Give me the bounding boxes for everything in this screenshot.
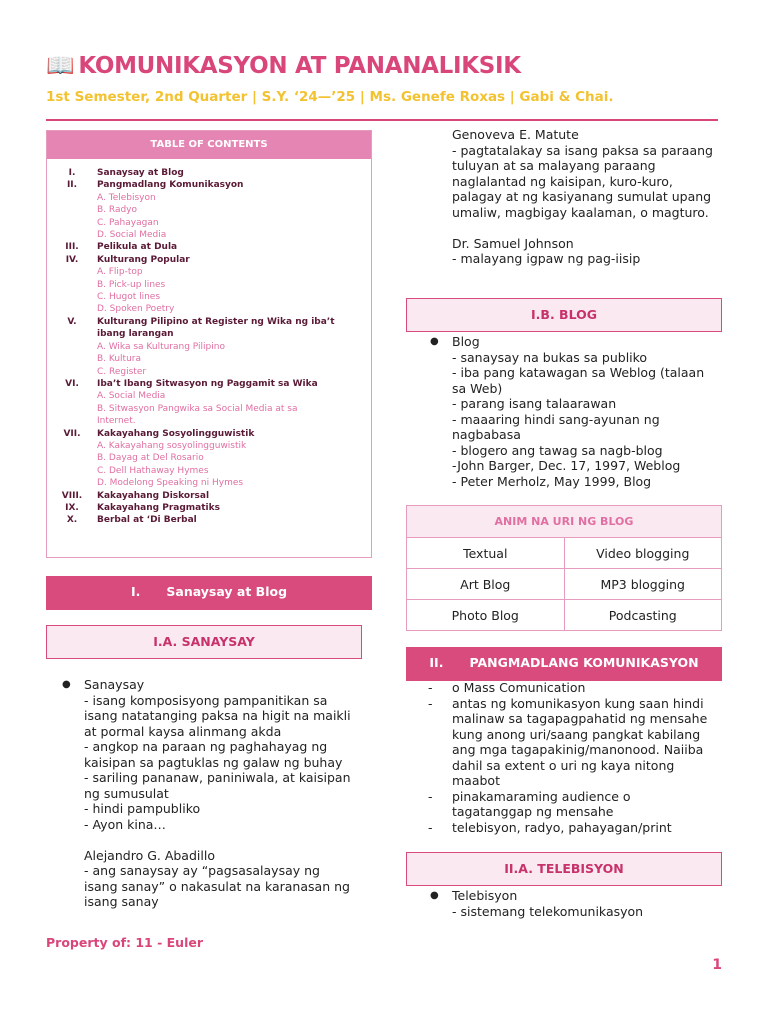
page-subtitle: 1st Semester, 2nd Quarter | S.Y. ‘24—’25 | Ms. Genefe Roxas | Gabi & Chai.	[46, 89, 614, 105]
toc-entry	[47, 167, 371, 179]
toc-item	[47, 266, 371, 278]
toc-label: Kakayahang Diskorsal	[97, 490, 210, 501]
toc-item	[47, 403, 371, 428]
toc-subitem: A. Wika sa Kulturang Pilipino	[97, 341, 225, 352]
text-line: kaisipan sa pagtuklas ng galaw ng buhay	[84, 754, 343, 770]
toc-entry	[47, 241, 371, 253]
toc-item	[47, 490, 371, 502]
text-line	[452, 220, 732, 236]
toc-entry	[47, 502, 371, 514]
telebisyon-lines	[430, 888, 730, 919]
header-divider	[46, 119, 718, 121]
toc-entry	[47, 316, 371, 341]
text-line	[84, 832, 372, 848]
toc-label: Pangmadlang Komunikasyon	[97, 180, 244, 191]
section-title: Sanaysay at Blog	[166, 584, 288, 599]
toc-number: IV.	[65, 254, 79, 265]
toc-item	[47, 179, 371, 191]
table-cell: Photo Blog	[407, 600, 565, 631]
toc-entry	[47, 514, 371, 526]
toc-item	[47, 465, 371, 477]
list-item	[428, 680, 728, 696]
text-line: - sistemang telekomunikasyon	[452, 903, 644, 919]
list-item-text	[452, 696, 707, 789]
toc-label: Iba’t Ibang Sitwasyon ng Paggamit sa Wika	[97, 378, 318, 389]
text-line: - sariling pananaw, paniniwala, at kaisipan	[84, 770, 351, 785]
text-line: palagay at ng kasiyanang sumulat upang	[452, 189, 712, 204]
page-title	[46, 52, 521, 79]
text-line: - blogero ang tawag sa nagb-blog	[452, 442, 663, 458]
table-cell: Podcasting	[564, 600, 722, 631]
text-line: at pormal kaysa alinmang akda	[84, 723, 282, 739]
toc-subitem: D. Spoken Poetry	[97, 304, 175, 315]
text-line: - maaaring hindi sang-ayunan ng	[452, 411, 660, 427]
toc-item	[47, 167, 371, 179]
toc-subitem: A. Telebisyon	[97, 192, 156, 203]
text-line: dahil sa extent o uri ng kaya nitong	[452, 757, 675, 773]
text-line: Telebisyon	[452, 888, 518, 903]
toc-subitem: C. Dell Hathaway Hymes	[97, 465, 209, 476]
toc-item	[47, 366, 371, 378]
text-line: tagatanggap ng mensahe	[452, 804, 614, 819]
pangmadla-list	[428, 680, 728, 835]
toc-subitem: C. Register	[97, 366, 147, 377]
table-header-row	[407, 506, 722, 538]
text-line: ang mga tagapakinig/manonood. Naiiba	[452, 742, 704, 757]
title-text: KOMUNIKASYON AT PANANALIKSIK	[78, 53, 521, 79]
toc-item	[47, 254, 371, 266]
sanaysay-content	[62, 677, 372, 910]
toc-entry	[47, 179, 371, 191]
text-line: Alejandro G. Abadillo	[84, 847, 215, 863]
toc-number: VI.	[65, 378, 79, 389]
toc-number: VII.	[63, 428, 81, 439]
text-line: Genoveva E. Matute	[452, 127, 579, 142]
toc-subitem: B. Radyo	[97, 205, 138, 216]
toc-heading: TABLE OF CONTENTS	[47, 131, 371, 159]
toc-list	[47, 159, 371, 527]
telebisyon-content	[430, 888, 730, 919]
toc-subitem: B. Pick-up lines	[97, 279, 166, 290]
text-line: sa Web)	[452, 380, 503, 396]
page-number: 1	[712, 957, 722, 973]
toc-label: Sanaysay at Blog	[97, 168, 184, 178]
text-line: - ang sanaysay ay “pagsasalaysay ng	[84, 863, 320, 878]
table-heading: ANIM NA URI NG BLOG	[407, 506, 722, 538]
text-line: kung anong uri/saang pangkat kabilang	[452, 726, 701, 742]
toc-item	[47, 316, 371, 341]
toc-subitem: A. Kakayahang sosyolingguwistik	[97, 440, 247, 451]
section-heading-sanaysay-at-blog	[46, 576, 372, 610]
text-line: malinaw sa tagapagpahatid ng mensahe	[452, 711, 708, 726]
toc-subitem: B. Sitwasyon Pangwika sa Social Media at sa Internet.	[97, 403, 298, 427]
toc-number: I.	[68, 168, 76, 178]
text-line: - iba pang katawagan sa Weblog (talaan	[452, 365, 705, 380]
toc-label: Berbal at ‘Di Berbal	[97, 515, 197, 526]
toc-item	[47, 341, 371, 353]
bullet-icon: ●	[430, 336, 439, 347]
text-line: - parang isang talaarawan	[452, 396, 617, 411]
toc-subitem: D. Social Media	[97, 230, 167, 241]
text-line: tuluyan at sa malayang paraang	[452, 158, 656, 173]
toc-number: X.	[66, 515, 78, 526]
text-line: pinakamaraming audience o	[452, 788, 631, 804]
list-item	[428, 696, 728, 789]
text-line: o Mass Comunication	[452, 680, 586, 695]
blog-lines	[430, 334, 730, 489]
toc-subitem: C. Hugot lines	[97, 292, 161, 303]
toc-item	[47, 477, 371, 489]
toc-subitem: A. Social Media	[97, 391, 166, 402]
toc-item	[47, 192, 371, 204]
text-line: isang sanay	[84, 894, 159, 909]
table-cell: Art Blog	[407, 569, 565, 600]
section-title: PANGMADLANG KOMUNIKASYON	[469, 655, 699, 670]
text-line: - Peter Merholz, May 1999, Blog	[452, 473, 652, 489]
dash-marker: -	[428, 819, 433, 835]
toc-item	[47, 217, 371, 229]
blog-types-table	[406, 505, 722, 631]
toc-item	[47, 303, 371, 315]
subsection-heading-blog: I.B. BLOG	[406, 298, 722, 332]
text-line: - malayang igpaw ng pag-iisip	[452, 251, 641, 266]
toc-item	[47, 378, 371, 390]
table-cell: MP3 blogging	[564, 569, 722, 600]
table-cell: Video blogging	[564, 538, 722, 569]
toc-subitem: B. Kultura	[97, 354, 142, 365]
bullet-icon: ●	[430, 890, 439, 901]
definition-lines	[452, 127, 732, 267]
list-item-text	[452, 680, 585, 696]
toc-subitem: B. Dayag at Del Rosario	[97, 453, 204, 464]
toc-label: Kakayahang Sosyolingguwistik	[97, 428, 255, 439]
text-line: - isang komposisyong pampanitikan sa	[84, 692, 328, 708]
text-line: telebisyon, radyo, pahayagan/print	[452, 819, 672, 835]
dash-marker: -	[428, 695, 433, 711]
toc-number: V.	[67, 316, 77, 327]
pangmadla-content	[428, 680, 728, 835]
text-line: -John Barger, Dec. 17, 1997, Weblog	[452, 458, 681, 473]
toc-label: Kulturang Popular	[97, 254, 190, 265]
toc-item	[47, 428, 371, 440]
toc-item	[47, 452, 371, 464]
text-line: - angkop na paraan ng paghahayag ng	[84, 739, 328, 754]
table-row	[407, 569, 722, 600]
toc-item	[47, 291, 371, 303]
text-line: naglalantad ng kaisipan, kuro-kuro,	[452, 173, 673, 189]
toc-number: III.	[65, 242, 79, 253]
list-item-text	[452, 789, 631, 820]
text-line: ng sumusulat	[84, 785, 169, 801]
toc-subitem: D. Modelong Speaking ni Hymes	[97, 478, 244, 489]
toc-item	[47, 390, 371, 402]
toc-item	[47, 204, 371, 216]
text-line: maabot	[452, 773, 500, 788]
section-heading-pangmadlang-komunikasyon	[406, 647, 722, 681]
list-item	[428, 820, 728, 836]
section-number: I.	[130, 584, 141, 599]
text-line: umaliw, magbigay kaalaman, o magturo.	[452, 204, 709, 220]
toc-label: Kakayahang Pragmatiks	[97, 502, 220, 513]
dash-marker: -	[428, 788, 433, 804]
blog-content	[430, 334, 730, 489]
toc-subitem: A. Flip-top	[97, 267, 143, 278]
toc-entry	[47, 490, 371, 502]
toc-subitem: C. Pahayagan	[97, 217, 159, 228]
toc-entry	[47, 378, 371, 390]
table-cell: Textual	[407, 538, 565, 569]
list-item-text	[452, 820, 672, 836]
toc-entry	[47, 254, 371, 266]
text-line: nagbabasa	[452, 427, 521, 442]
bullet-icon: ●	[62, 679, 71, 690]
toc-label: Pelikula at Dula	[97, 242, 178, 253]
toc-label: Kulturang Pilipino at Register ng Wika ng iba’t ibang larangan	[97, 316, 335, 340]
sanaysay-lines	[62, 677, 372, 910]
toc-entry	[47, 428, 371, 440]
table-row	[407, 538, 722, 569]
toc-number: IX.	[65, 502, 79, 513]
list-item	[428, 789, 728, 820]
subsection-heading-telebisyon: II.A. TELEBISYON	[406, 852, 722, 886]
toc-item	[47, 241, 371, 253]
subsection-heading-sanaysay: I.A. SANAYSAY	[46, 625, 362, 659]
toc-item	[47, 502, 371, 514]
text-line: Blog	[452, 334, 480, 349]
toc-item	[47, 514, 371, 526]
text-line: - hindi pampubliko	[84, 801, 201, 816]
text-line: - sanaysay na bukas sa publiko	[452, 349, 648, 365]
section-number: II.	[429, 655, 444, 670]
definitions-continued	[452, 127, 732, 267]
table-of-contents	[46, 130, 372, 558]
text-line: Sanaysay	[84, 677, 145, 692]
text-line: Dr. Samuel Johnson	[452, 235, 574, 251]
toc-item	[47, 440, 371, 452]
text-line: - Ayon kina…	[84, 816, 166, 832]
toc-number: VIII.	[61, 490, 83, 501]
text-line: - pagtatalakay sa isang paksa sa paraang	[452, 142, 713, 158]
toc-number: II.	[66, 180, 78, 191]
open-book-icon: 📖	[46, 53, 75, 79]
toc-item	[47, 353, 371, 365]
footer-owner: Property of: 11 - Euler	[46, 935, 204, 950]
table-row	[407, 600, 722, 631]
text-line: isang sanay” o nakasulat na karanasan ng	[84, 878, 350, 894]
toc-item	[47, 279, 371, 291]
text-line: antas ng komunikasyon kung saan hindi	[452, 695, 704, 711]
dash-marker: -	[428, 680, 433, 695]
toc-item	[47, 229, 371, 241]
text-line: isang natatanging paksa na higit na maikli	[84, 708, 351, 723]
